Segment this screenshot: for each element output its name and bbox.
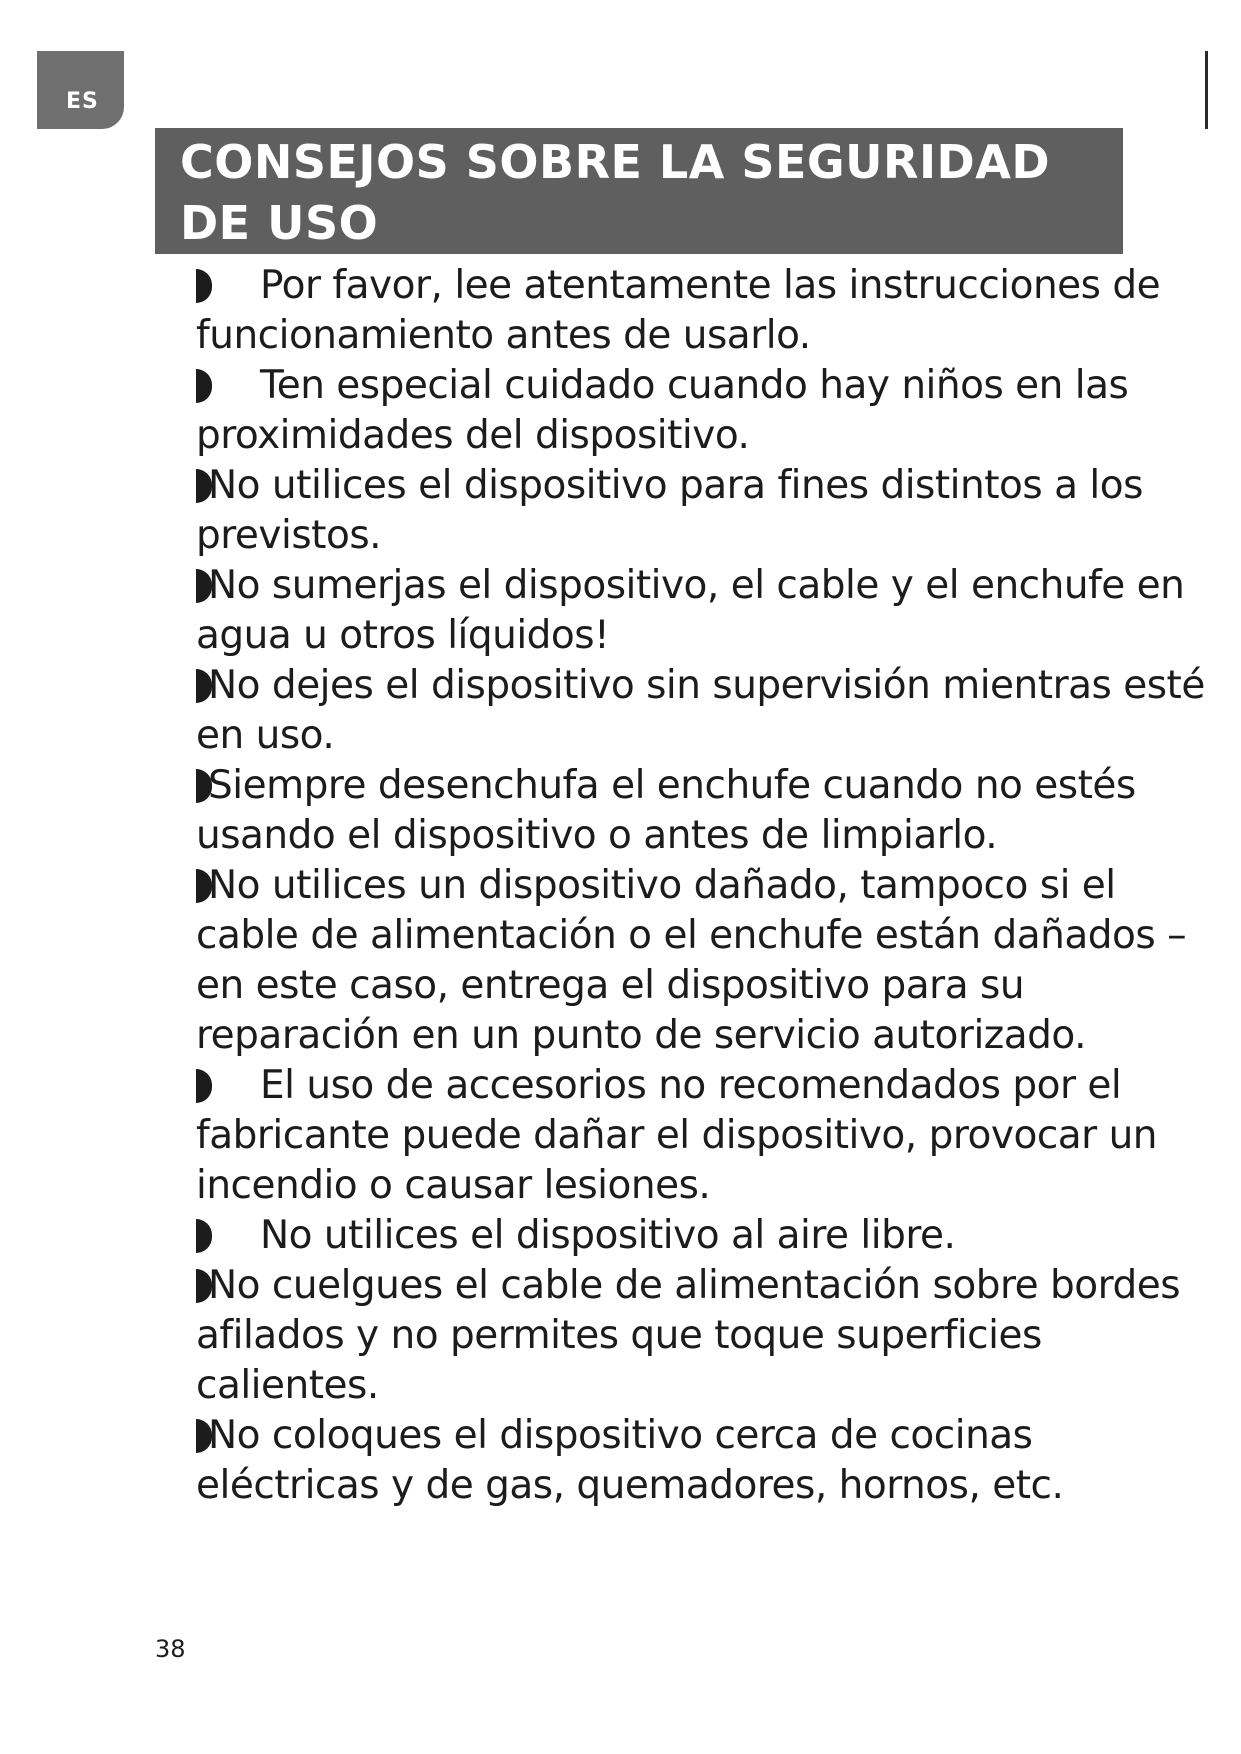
language-tab: ES [37,51,124,129]
page-number: 38 [155,1635,186,1663]
page-title: CONSEJOS SOBRE LA SEGURIDAD DE USO [180,135,1051,250]
safety-instructions-list [196,261,1206,1511]
list-item-text: No dejes el dispositivo sin supervisión mientras esté en uso. [196,663,1205,758]
list-item [196,261,1206,361]
list-item-text: No utilices un dispositivo dañado, tampoco si el cable de alimentación o el enchufe están dañados – en este caso, entrega el dispositivo para su reparación en un punto de servicio autorizado. [196,863,1187,1058]
list-item-text: No utilices el dispositivo al aire libre. [260,1213,956,1258]
bullet-icon [196,1219,212,1253]
list-item [196,761,1206,861]
list-item-text: Siempre desenchufa el enchufe cuando no estés usando el dispositivo o antes de limpiarlo. [196,763,1136,858]
list-item [196,461,1206,561]
bullet-icon [196,1069,212,1103]
list-item-text: No sumerjas el dispositivo, el cable y el enchufe en agua u otros líquidos! [196,563,1185,658]
list-item-text: No cuelgues el cable de alimentación sobre bordes afilados y no permites que toque superficies calientes. [196,1263,1181,1408]
list-item [196,1211,1206,1261]
list-item [196,661,1206,761]
bullet-icon [196,369,212,403]
list-item [196,1411,1206,1511]
list-item-text: El uso de accesorios no recomendados por el fabricante puede dañar el dispositivo, provocar un incendio o causar lesiones. [196,1063,1158,1208]
list-item-text: No coloques el dispositivo cerca de cocinas eléctricas y de gas, quemadores, hornos, etc. [196,1413,1064,1508]
list-item [196,1061,1206,1211]
page-edge-rule [1205,51,1208,129]
list-item-text: Por favor, lee atentamente las instrucciones de funcionamiento antes de usarlo. [196,263,1161,358]
list-item [196,561,1206,661]
list-item-text: No utilices el dispositivo para fines distintos a los previstos. [196,463,1143,558]
bullet-icon [196,269,212,303]
list-item [196,1261,1206,1411]
list-item-text: Ten especial cuidado cuando hay niños en las proximidades del dispositivo. [196,363,1129,458]
list-item [196,361,1206,461]
section-header [155,128,1123,254]
list-item [196,861,1206,1061]
